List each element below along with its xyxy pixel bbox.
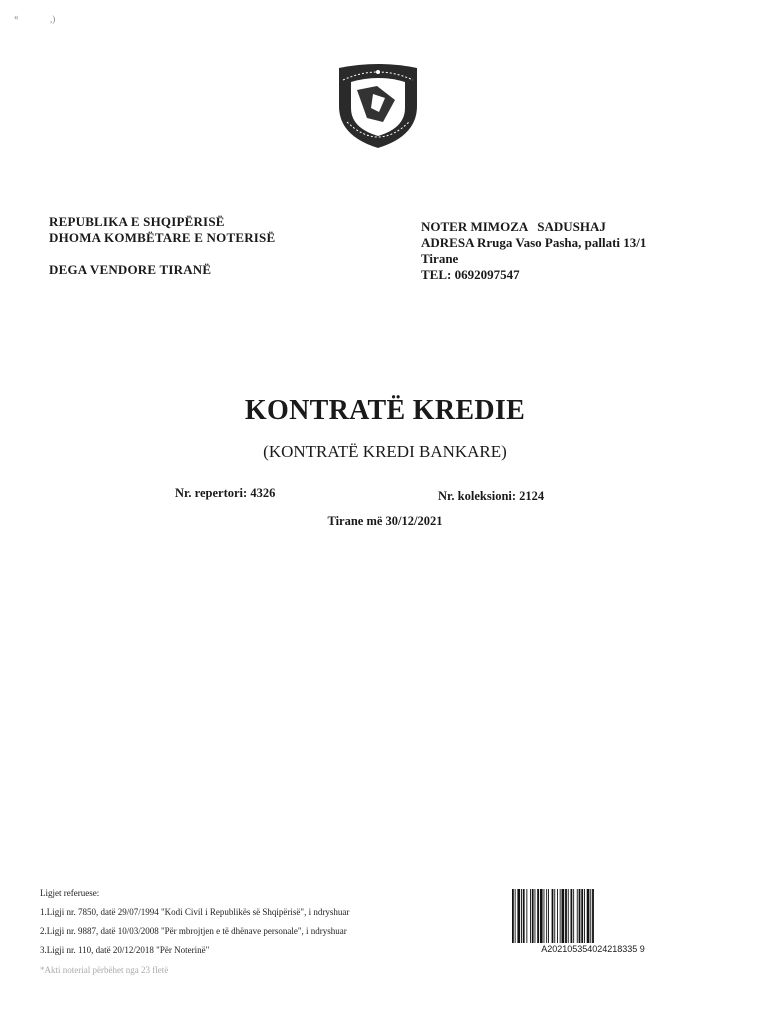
document-title: KONTRATË KREDIE: [244, 395, 526, 426]
branch-name: DEGA VENDORE TIRANË: [49, 262, 212, 277]
law-item: 1.Ligji nr. 7850, datë 29/07/1994 "Kodi Civil i Republikës së Shqipërisë", i ndryshuar: [40, 907, 350, 917]
notary-name: NOTER MIMOZA SADUSHAJ: [421, 219, 606, 234]
sheet-count-note: *Akti noterial përbëhet nga 23 fletë: [40, 965, 169, 975]
notary-block: [421, 219, 646, 283]
notary-phone: TEL: 0692097547: [421, 267, 520, 282]
scan-speck: ,): [50, 14, 56, 24]
law-item: 2.Ligji nr. 9887, datë 10/03/2008 "Për mbrojtjen e të dhënave personale", i ndryshuar: [40, 926, 347, 936]
notary-address: ADRESA Rruga Vaso Pasha, pallati 13/1: [421, 235, 647, 250]
repertory-number: Nr. repertori: 4326: [175, 486, 276, 500]
law-item: 3.Ligji nr. 110, datë 20/12/2018 "Për Noterinë": [40, 945, 210, 955]
collection-number: Nr. koleksioni: 2124: [438, 489, 545, 503]
document-subtitle: (KONTRATË KREDI BANKARE): [263, 442, 507, 461]
referenced-laws: [40, 884, 349, 960]
barcode-number: A202105354024218335 9: [541, 944, 645, 954]
issuer-block: [49, 214, 275, 278]
country-name: REPUBLIKA E SHQIPËRISË: [49, 214, 225, 229]
laws-heading: Ligjet referuese:: [40, 888, 100, 898]
chamber-name: DHOMA KOMBËTARE E NOTERISË: [49, 230, 276, 245]
scan-speck: «: [14, 12, 19, 22]
notary-chamber-seal-icon: [333, 60, 423, 150]
notary-city: Tirane: [421, 251, 459, 266]
barcode-icon: [510, 889, 676, 943]
document-date: Tirane më 30/12/2021: [327, 514, 443, 528]
